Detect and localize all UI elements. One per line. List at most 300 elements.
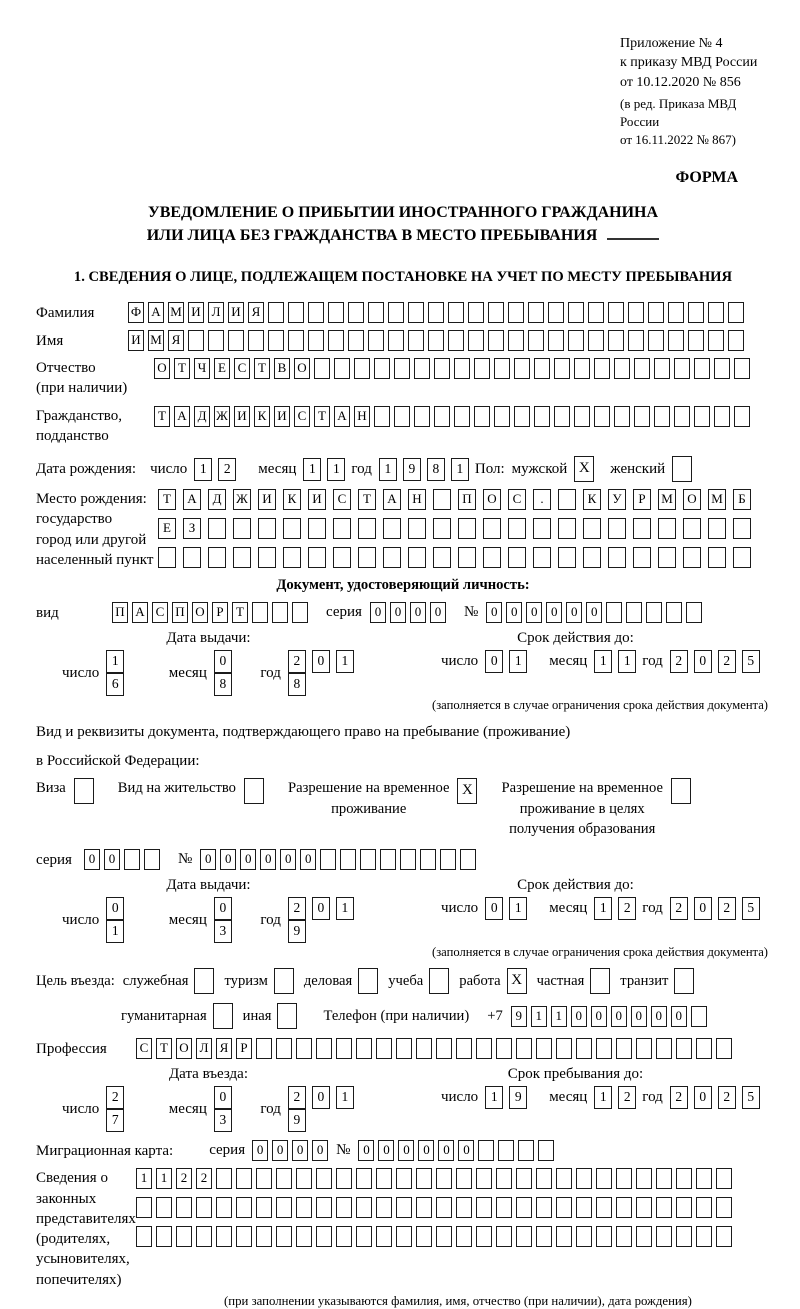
work-checkbox[interactable] [507,968,527,994]
form-cell[interactable] [308,302,324,323]
form-cell[interactable] [494,406,510,427]
form-cell[interactable]: Ч [194,358,210,379]
form-cell[interactable] [714,358,730,379]
representatives-cells-row3[interactable] [136,1226,736,1247]
form-cell[interactable] [283,518,301,539]
form-cell[interactable]: 1 [531,1006,547,1027]
form-cell[interactable]: 0 [506,602,522,623]
birth-day-cells[interactable] [194,458,242,481]
form-cell[interactable] [478,1140,494,1161]
form-cell[interactable] [568,330,584,351]
form-cell[interactable] [568,302,584,323]
form-cell[interactable]: 5 [742,897,760,920]
form-cell[interactable] [608,518,626,539]
form-cell[interactable]: 1 [594,1086,612,1109]
form-cell[interactable] [360,849,376,870]
form-cell[interactable]: Т [254,358,270,379]
form-cell[interactable]: М [708,489,726,510]
form-cell[interactable] [708,547,726,568]
form-cell[interactable] [536,1168,552,1189]
form-cell[interactable] [336,1168,352,1189]
form-cell[interactable] [654,406,670,427]
residence-permit-checkbox[interactable] [244,778,264,804]
form-cell[interactable] [474,358,490,379]
residence-issue-day[interactable] [106,897,153,943]
form-cell[interactable] [516,1038,532,1059]
form-cell[interactable] [256,1168,272,1189]
form-cell[interactable]: 0 [458,1140,474,1161]
form-cell[interactable] [646,602,662,623]
form-cell[interactable] [188,330,204,351]
form-cell[interactable]: 1 [336,1086,354,1109]
form-cell[interactable] [458,547,476,568]
form-cell[interactable] [483,518,501,539]
form-cell[interactable]: 0 [651,1006,667,1027]
form-cell[interactable]: 0 [671,1006,687,1027]
doc-kind-cells[interactable] [112,602,312,623]
form-cell[interactable] [408,330,424,351]
form-cell[interactable] [380,849,396,870]
form-cell[interactable] [648,302,664,323]
form-cell[interactable]: О [192,602,208,623]
form-cell[interactable]: X [457,778,477,804]
form-cell[interactable] [616,1168,632,1189]
form-cell[interactable] [668,302,684,323]
form-cell[interactable] [228,330,244,351]
form-cell[interactable]: 0 [240,849,256,870]
form-cell[interactable] [554,406,570,427]
form-cell[interactable] [576,1226,592,1247]
form-cell[interactable] [272,602,288,623]
form-cell[interactable] [216,1168,232,1189]
form-cell[interactable] [534,358,550,379]
form-cell[interactable] [496,1226,512,1247]
form-cell[interactable]: 9 [511,1006,527,1027]
form-cell[interactable]: Е [214,358,230,379]
form-cell[interactable] [333,547,351,568]
form-cell[interactable]: 2 [176,1168,192,1189]
form-cell[interactable] [556,1226,572,1247]
form-cell[interactable]: 7 [106,1109,124,1132]
form-cell[interactable] [494,358,510,379]
form-cell[interactable] [536,1197,552,1218]
form-cell[interactable] [656,1197,672,1218]
form-cell[interactable] [588,330,604,351]
form-cell[interactable] [590,968,610,994]
form-cell[interactable]: К [583,489,601,510]
form-cell[interactable] [683,547,701,568]
form-cell[interactable] [633,518,651,539]
form-cell[interactable] [256,1197,272,1218]
form-cell[interactable]: 0 [300,849,316,870]
form-cell[interactable]: 0 [611,1006,627,1027]
form-cell[interactable] [156,1226,172,1247]
form-cell[interactable]: Т [232,602,248,623]
form-cell[interactable] [476,1168,492,1189]
form-cell[interactable]: 0 [214,897,232,920]
form-cell[interactable] [396,1038,412,1059]
form-cell[interactable]: Ж [233,489,251,510]
form-cell[interactable] [248,330,264,351]
form-cell[interactable] [596,1197,612,1218]
form-cell[interactable]: 0 [485,650,503,673]
form-cell[interactable]: И [258,489,276,510]
form-cell[interactable]: В [274,358,290,379]
form-cell[interactable]: Т [158,489,176,510]
form-cell[interactable]: 2 [670,1086,688,1109]
form-cell[interactable] [376,1168,392,1189]
form-cell[interactable]: Я [248,302,264,323]
form-cell[interactable]: Т [156,1038,172,1059]
form-cell[interactable]: А [132,602,148,623]
form-cell[interactable] [696,1226,712,1247]
form-cell[interactable]: И [228,302,244,323]
patronymic-cells[interactable] [154,358,754,379]
form-cell[interactable]: 0 [390,602,406,623]
form-cell[interactable]: 0 [272,1140,288,1161]
birth-year-cells[interactable] [379,458,475,481]
form-cell[interactable] [658,547,676,568]
form-cell[interactable] [606,602,622,623]
form-cell[interactable] [136,1197,152,1218]
form-cell[interactable] [583,547,601,568]
form-cell[interactable] [308,547,326,568]
form-cell[interactable] [183,547,201,568]
form-cell[interactable]: 2 [670,650,688,673]
form-cell[interactable] [158,547,176,568]
birth-place-cells-row2[interactable] [158,518,758,539]
doc-valid-year[interactable] [670,650,766,673]
form-cell[interactable] [676,1038,692,1059]
form-cell[interactable] [388,302,404,323]
form-cell[interactable] [636,1168,652,1189]
form-cell[interactable]: 2 [218,458,236,481]
form-cell[interactable] [416,1168,432,1189]
form-cell[interactable] [268,302,284,323]
stay-day[interactable] [485,1086,533,1109]
form-cell[interactable]: М [168,302,184,323]
form-cell[interactable]: О [154,358,170,379]
form-cell[interactable] [716,1197,732,1218]
form-cell[interactable] [576,1038,592,1059]
form-cell[interactable] [436,1197,452,1218]
form-cell[interactable] [648,330,664,351]
form-cell[interactable] [316,1168,332,1189]
form-cell[interactable]: 0 [280,849,296,870]
form-cell[interactable] [256,1038,272,1059]
form-cell[interactable] [688,330,704,351]
form-cell[interactable] [558,518,576,539]
residence-issue-month[interactable] [214,897,261,943]
form-cell[interactable] [408,547,426,568]
form-cell[interactable] [533,518,551,539]
form-cell[interactable]: 5 [742,1086,760,1109]
form-cell[interactable] [608,330,624,351]
form-cell[interactable] [276,1226,292,1247]
form-cell[interactable]: П [172,602,188,623]
form-cell[interactable] [348,330,364,351]
form-cell[interactable]: 1 [551,1006,567,1027]
form-cell[interactable] [283,547,301,568]
form-cell[interactable]: 2 [288,1086,306,1109]
tourism-checkbox[interactable] [274,968,294,994]
temp-residence-education-checkbox[interactable] [671,778,691,804]
form-cell[interactable] [488,330,504,351]
form-cell[interactable] [548,330,564,351]
male-checkbox[interactable] [574,456,594,482]
form-cell[interactable] [456,1197,472,1218]
form-cell[interactable] [336,1197,352,1218]
form-cell[interactable] [688,302,704,323]
form-cell[interactable] [728,330,744,351]
form-cell[interactable] [538,1140,554,1161]
form-cell[interactable]: П [112,602,128,623]
form-cell[interactable] [436,1038,452,1059]
form-cell[interactable] [528,302,544,323]
form-cell[interactable]: 1 [303,458,321,481]
form-cell[interactable]: И [188,302,204,323]
form-cell[interactable]: 5 [742,650,760,673]
form-cell[interactable]: Т [314,406,330,427]
form-cell[interactable]: 0 [694,1086,712,1109]
form-cell[interactable] [448,302,464,323]
form-cell[interactable] [708,518,726,539]
form-cell[interactable] [328,302,344,323]
residence-valid-day[interactable] [485,897,533,920]
form-cell[interactable] [374,358,390,379]
form-cell[interactable] [176,1226,192,1247]
form-cell[interactable] [333,518,351,539]
form-cell[interactable] [414,406,430,427]
form-cell[interactable] [674,358,690,379]
form-cell[interactable] [734,358,750,379]
form-cell[interactable] [474,406,490,427]
form-cell[interactable] [558,547,576,568]
form-cell[interactable]: 1 [618,650,636,673]
form-cell[interactable]: О [683,489,701,510]
form-cell[interactable] [276,1197,292,1218]
entry-month[interactable] [214,1086,261,1132]
form-cell[interactable]: 1 [336,897,354,920]
form-cell[interactable] [358,968,378,994]
form-cell[interactable] [400,849,416,870]
form-cell[interactable] [216,1226,232,1247]
temp-residence-checkbox[interactable] [457,778,477,804]
study-checkbox[interactable] [429,968,449,994]
form-cell[interactable] [416,1226,432,1247]
form-cell[interactable]: 2 [718,897,736,920]
form-cell[interactable] [258,547,276,568]
form-cell[interactable]: X [507,968,527,994]
form-cell[interactable]: 2 [718,650,736,673]
form-cell[interactable] [456,1038,472,1059]
form-cell[interactable] [354,358,370,379]
form-cell[interactable] [514,358,530,379]
form-cell[interactable]: 1 [106,920,124,943]
form-cell[interactable]: 3 [214,1109,232,1132]
migration-number-cells[interactable] [358,1140,558,1161]
form-cell[interactable] [714,406,730,427]
form-cell[interactable] [674,968,694,994]
form-cell[interactable] [556,1197,572,1218]
form-cell[interactable] [636,1226,652,1247]
form-cell[interactable]: 0 [84,849,100,870]
form-cell[interactable] [516,1197,532,1218]
form-cell[interactable] [696,1168,712,1189]
form-cell[interactable] [691,1006,707,1027]
form-cell[interactable]: . [533,489,551,510]
form-cell[interactable]: 0 [486,602,502,623]
form-cell[interactable]: И [308,489,326,510]
form-cell[interactable] [654,358,670,379]
form-cell[interactable] [733,518,751,539]
entry-year[interactable] [288,1086,381,1132]
form-cell[interactable]: 1 [379,458,397,481]
form-cell[interactable] [428,330,444,351]
form-cell[interactable]: 2 [618,1086,636,1109]
form-cell[interactable] [460,849,476,870]
form-cell[interactable] [244,778,264,804]
form-cell[interactable]: 1 [509,897,527,920]
form-cell[interactable]: 0 [694,897,712,920]
form-cell[interactable]: Е [158,518,176,539]
form-cell[interactable] [194,968,214,994]
form-cell[interactable] [408,302,424,323]
form-cell[interactable] [476,1197,492,1218]
profession-cells[interactable] [136,1038,736,1059]
form-cell[interactable]: Т [174,358,190,379]
form-cell[interactable]: А [174,406,190,427]
form-cell[interactable]: 0 [358,1140,374,1161]
form-cell[interactable] [236,1168,252,1189]
form-cell[interactable] [276,1168,292,1189]
birth-month-cells[interactable] [303,458,351,481]
form-cell[interactable]: С [136,1038,152,1059]
form-cell[interactable] [314,358,330,379]
form-cell[interactable] [694,358,710,379]
form-cell[interactable] [356,1226,372,1247]
form-cell[interactable]: Р [633,489,651,510]
form-cell[interactable] [614,358,630,379]
form-cell[interactable]: 0 [631,1006,647,1027]
form-cell[interactable]: З [183,518,201,539]
form-cell[interactable] [358,518,376,539]
form-cell[interactable]: Р [212,602,228,623]
residence-series-cells[interactable] [84,849,164,870]
form-cell[interactable] [556,1168,572,1189]
form-cell[interactable]: 0 [292,1140,308,1161]
form-cell[interactable] [696,1038,712,1059]
female-checkbox[interactable] [672,456,692,482]
form-cell[interactable]: 0 [252,1140,268,1161]
form-cell[interactable] [296,1038,312,1059]
form-cell[interactable] [716,1168,732,1189]
form-cell[interactable] [508,330,524,351]
form-cell[interactable]: 0 [571,1006,587,1027]
form-cell[interactable]: А [383,489,401,510]
form-cell[interactable] [608,547,626,568]
form-cell[interactable]: 0 [591,1006,607,1027]
form-cell[interactable]: О [483,489,501,510]
form-cell[interactable] [734,406,750,427]
form-cell[interactable] [708,330,724,351]
form-cell[interactable] [636,1197,652,1218]
form-cell[interactable] [434,406,450,427]
form-cell[interactable] [356,1038,372,1059]
form-cell[interactable] [396,1168,412,1189]
form-cell[interactable]: Л [196,1038,212,1059]
form-cell[interactable] [328,330,344,351]
form-cell[interactable] [476,1226,492,1247]
form-cell[interactable] [274,968,294,994]
form-cell[interactable] [656,1168,672,1189]
form-cell[interactable]: Д [194,406,210,427]
form-cell[interactable] [316,1226,332,1247]
birth-place-cells-row3[interactable] [158,547,758,568]
business-checkbox[interactable] [358,968,378,994]
form-cell[interactable]: 0 [220,849,236,870]
form-cell[interactable]: 1 [509,650,527,673]
form-cell[interactable] [336,1038,352,1059]
form-cell[interactable]: 0 [214,650,232,673]
form-cell[interactable]: Ф [128,302,144,323]
form-cell[interactable] [292,602,308,623]
form-cell[interactable]: 0 [312,1140,328,1161]
form-cell[interactable] [496,1038,512,1059]
form-cell[interactable] [216,1197,232,1218]
form-cell[interactable] [558,489,576,510]
doc-valid-day[interactable] [485,650,533,673]
form-cell[interactable] [616,1226,632,1247]
form-cell[interactable] [626,602,642,623]
form-cell[interactable]: И [128,330,144,351]
form-cell[interactable]: Я [216,1038,232,1059]
form-cell[interactable] [336,1226,352,1247]
other-checkbox[interactable] [277,1003,297,1029]
form-cell[interactable] [616,1038,632,1059]
form-cell[interactable]: 1 [156,1168,172,1189]
form-cell[interactable]: И [274,406,290,427]
residence-number-cells[interactable] [200,849,480,870]
form-cell[interactable]: X [574,456,594,482]
doc-issue-day[interactable] [106,650,153,696]
form-cell[interactable]: Д [208,489,226,510]
form-cell[interactable]: 2 [288,650,306,673]
form-cell[interactable] [456,1168,472,1189]
form-cell[interactable] [136,1226,152,1247]
form-cell[interactable] [196,1197,212,1218]
form-cell[interactable] [608,302,624,323]
form-cell[interactable]: 0 [526,602,542,623]
form-cell[interactable] [433,489,451,510]
form-cell[interactable]: П [458,489,476,510]
form-cell[interactable] [394,358,410,379]
form-cell[interactable] [498,1140,514,1161]
form-cell[interactable] [518,1140,534,1161]
form-cell[interactable] [536,1038,552,1059]
birth-place-cells-row1[interactable] [158,489,758,510]
form-cell[interactable]: 2 [196,1168,212,1189]
form-cell[interactable] [258,518,276,539]
form-cell[interactable]: 6 [106,673,124,696]
form-cell[interactable] [716,1038,732,1059]
form-cell[interactable] [276,1038,292,1059]
form-cell[interactable]: Н [354,406,370,427]
form-cell[interactable]: А [148,302,164,323]
form-cell[interactable] [633,547,651,568]
form-cell[interactable] [674,406,690,427]
form-cell[interactable]: Я [168,330,184,351]
